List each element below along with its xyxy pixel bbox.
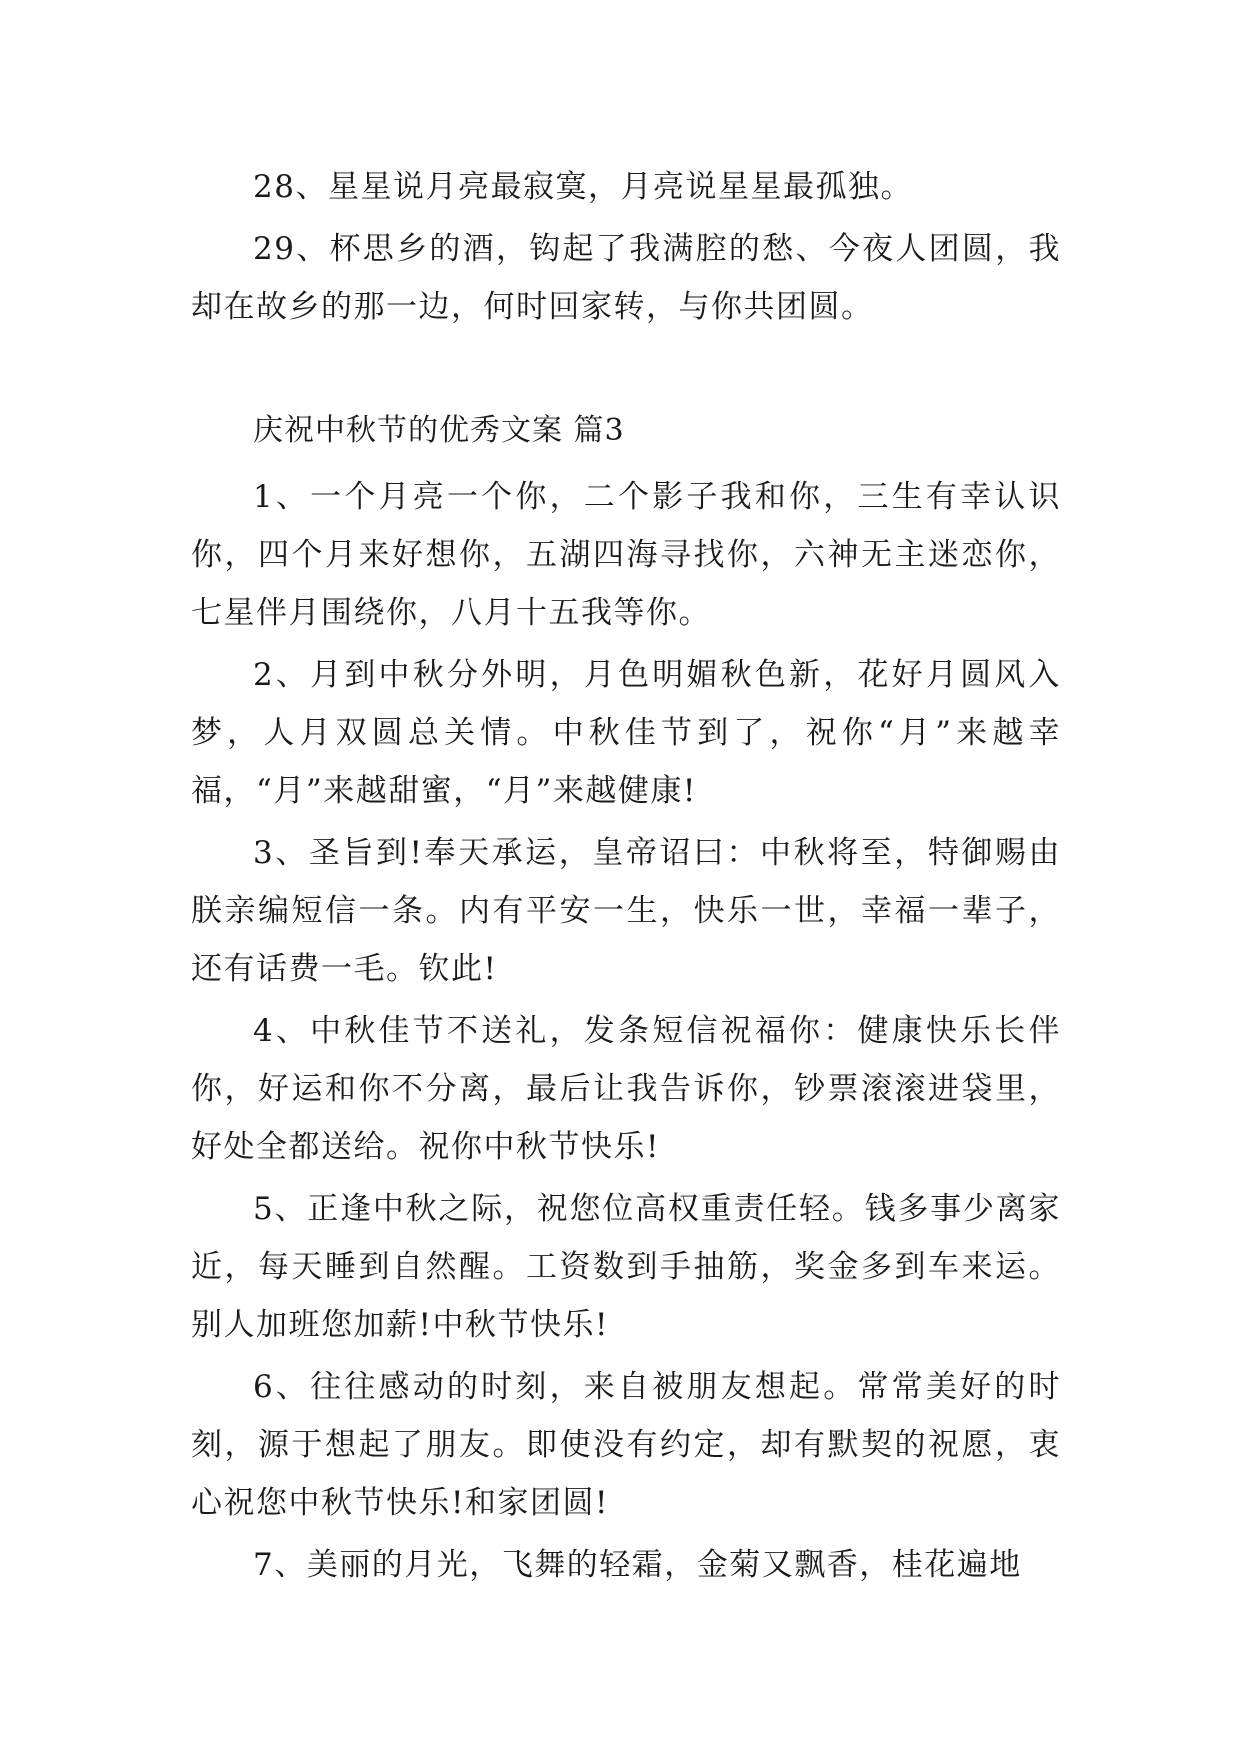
paragraph-7: 7、美丽的月光，飞舞的轻霜，金菊又飘香，桂花遍地 <box>253 1547 1022 1583</box>
paragraph-6: 6、往往感动的时刻，来自被朋友想起。常常美好的时刻，源于想起了朋友。即使没有约定，却有默契的祝愿，衷心祝您中秋节快乐!和家团圆! <box>191 1369 1061 1521</box>
paragraph-3: 3、圣旨到!奉天承运，皇帝诏曰：中秋将至，特御赐由朕亲编短信一条。内有平安一生，快乐一世，幸福一辈子，还有话费一毛。钦此! <box>191 835 1061 987</box>
paragraph-28: 28、星星说月亮最寂寞，月亮说星星最孤独。 <box>253 169 913 205</box>
section-title: 庆祝中秋节的优秀文案 篇3 <box>253 413 625 448</box>
document-body <box>191 158 1061 1598</box>
paragraph-1: 1、一个月亮一个你，二个影子我和你，三生有幸认识你，四个月来好想你，五湖四海寻找你，六神无主迷恋你，七星伴月围绕你，八月十五我等你。 <box>191 479 1061 631</box>
paragraph-29: 29、杯思乡的酒，钩起了我满腔的愁、今夜人团圆，我却在故乡的那一边，何时回家转，与你共团圆。 <box>191 231 1061 325</box>
paragraph-4: 4、中秋佳节不送礼，发条短信祝福你：健康快乐长伴你，好运和你不分离，最后让我告诉你，钞票滚滚进袋里，好处全都送给。祝你中秋节快乐! <box>191 1013 1061 1165</box>
paragraph-2: 2、月到中秋分外明，月色明媚秋色新，花好月圆风入梦，人月双圆总关情。中秋佳节到了，祝你“月”来越幸福，“月”来越甜蜜，“月”来越健康! <box>191 657 1061 809</box>
paragraph-5: 5、正逢中秋之际，祝您位高权重责任轻。钱多事少离家近，每天睡到自然醒。工资数到手抽筋，奖金多到车来运。别人加班您加薪!中秋节快乐! <box>191 1191 1061 1343</box>
